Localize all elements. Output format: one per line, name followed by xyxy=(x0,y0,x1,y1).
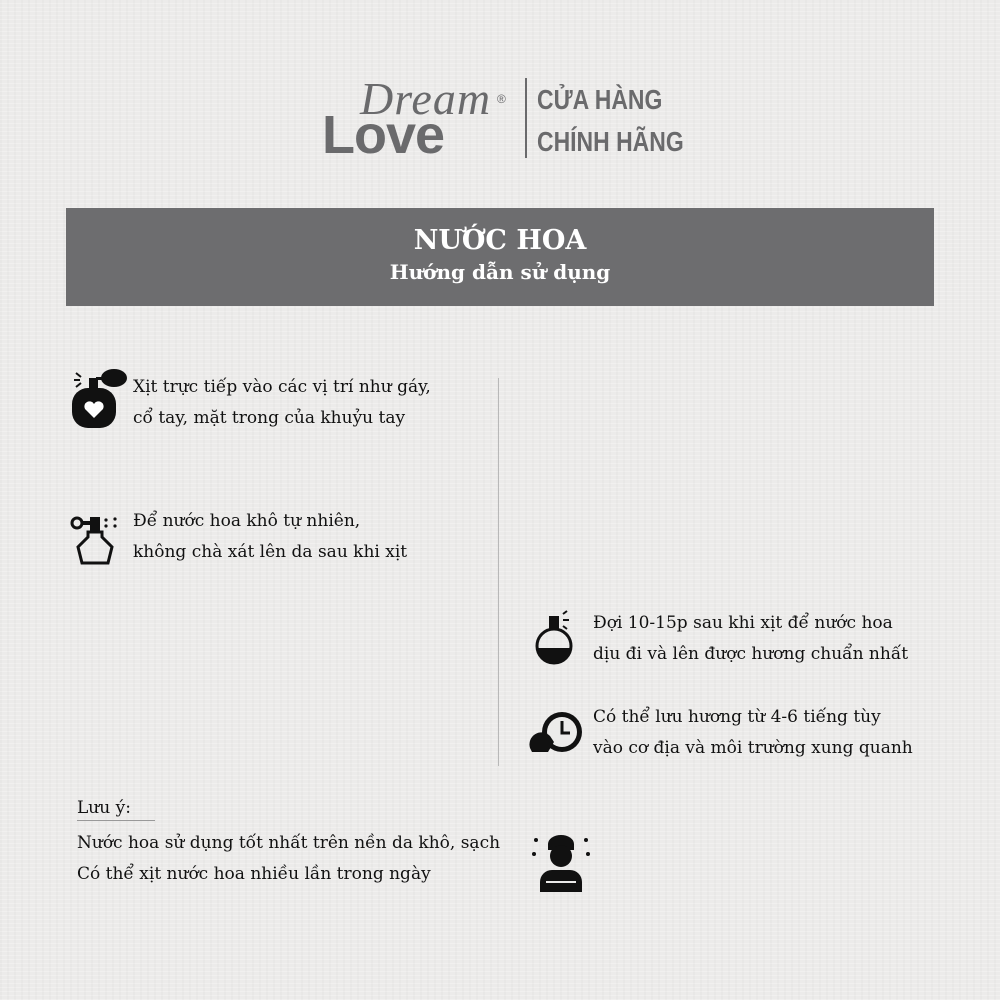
step-3-line2: dịu đi và lên được hương chuẩn nhất xyxy=(593,644,909,664)
note-line2: Có thể xịt nước hoa nhiều lần trong ngày xyxy=(77,864,431,884)
note-line1: Nước hoa sử dụng tốt nhất trên nền da khô, sạch xyxy=(77,833,501,853)
logo-registered: ® xyxy=(497,92,506,106)
step-3-text xyxy=(593,608,908,670)
perfume-bottle-outline-icon xyxy=(70,514,122,566)
title-banner xyxy=(66,208,934,306)
step-1-line2: cổ tay, mặt trong của khuỷu tay xyxy=(133,408,406,428)
logo-love: Love xyxy=(322,105,445,165)
step-2-text xyxy=(133,506,407,568)
person-towel-icon xyxy=(530,830,592,892)
banner-title: NƯỚC HOA xyxy=(413,225,587,256)
clock-icon xyxy=(528,708,584,758)
perfume-heart-icon xyxy=(70,368,128,430)
step-2-line1: Để nước hoa khô tự nhiên, xyxy=(133,511,361,531)
step-4-line2: vào cơ địa và môi trường xung quanh xyxy=(593,738,913,758)
step-1-line1: Xịt trực tiếp vào các vị trí như gáy, xyxy=(133,377,431,397)
banner-subtitle: Hướng dẫn sử dụng xyxy=(389,260,611,284)
step-2-line2: không chà xát lên da sau khi xịt xyxy=(133,542,408,562)
step-4-text xyxy=(593,702,913,764)
logo-dream: Dream xyxy=(360,73,492,124)
logo-divider xyxy=(525,78,527,158)
step-1-text xyxy=(133,372,431,434)
store-line1: CỬA HÀNG xyxy=(537,84,663,115)
step-3-line1: Đợi 10-15p sau khi xịt để nước hoa xyxy=(593,613,893,633)
note-text xyxy=(77,828,500,890)
note-label: Lưu ý: xyxy=(77,798,155,821)
perfume-spray-icon xyxy=(535,610,577,666)
column-divider xyxy=(498,378,499,766)
store-line2: CHÍNH HÃNG xyxy=(537,126,684,157)
step-4-line1: Có thể lưu hương từ 4-6 tiếng tùy xyxy=(593,707,881,727)
